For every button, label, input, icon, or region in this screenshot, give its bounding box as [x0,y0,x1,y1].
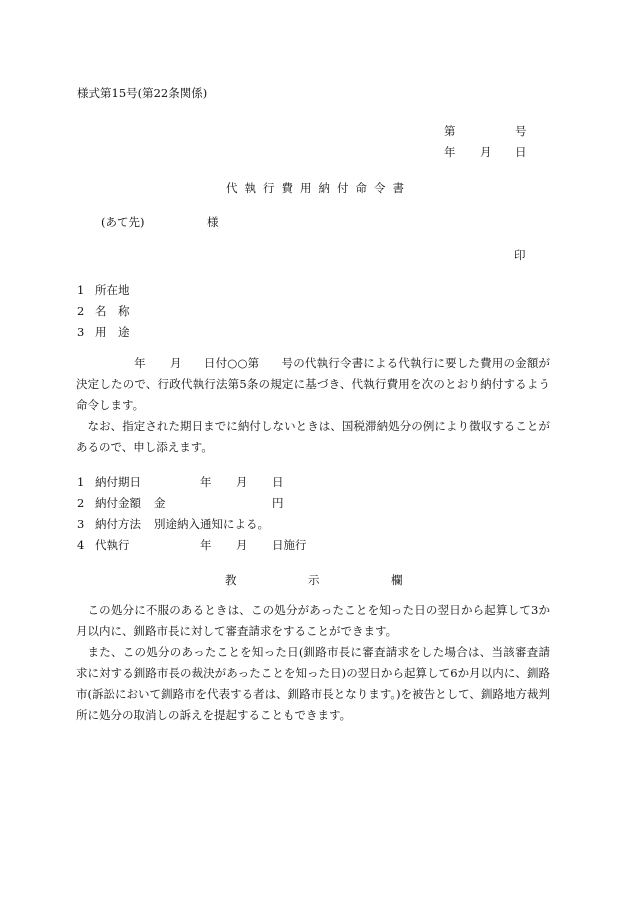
payment-month: 月 [236,475,248,489]
payment-number: 1 [77,475,85,489]
notice-body [76,600,550,726]
field-label: 名 称 [95,304,130,318]
date-year: 年 [444,145,456,159]
payment-label: 代執行 [95,538,130,552]
payment-month: 月 [236,538,248,552]
notice-heading-char: 欄 [391,573,403,587]
order-date: 日付○○第 [203,356,260,370]
notice-heading-char: 教 [225,573,237,587]
payment-number: 4 [77,538,85,552]
date-day: 日 [515,145,527,159]
order-body [76,353,550,458]
payment-label: 納付方法 [95,517,141,531]
number-prefix: 第 [444,124,456,138]
date-month: 月 [480,145,492,159]
payment-amount-unit: 円 [272,496,284,510]
document-title: 代執行費用納付命令書 [226,181,411,195]
order-month: 月 [169,356,182,370]
field-number: 1 [77,283,85,297]
notice-heading-char: 示 [308,573,320,587]
field-number: 2 [77,304,85,318]
payment-day: 日施行 [272,538,307,552]
seal-mark: 印 [514,248,526,262]
field-label: 用 途 [95,325,130,339]
order-year: 年 [134,356,146,370]
recipient-field [77,304,130,319]
order-paragraph [76,353,550,416]
payment-day: 日 [272,475,284,489]
field-number: 3 [77,325,85,339]
appeal-notice: この処分に不服のあるときは、この処分があったことを知った日の翌日から起算して3か月以内に、釧路市長に対して審査請求をすることができます。 [76,603,550,638]
addressee-label: (あて先) [101,215,145,229]
number-suffix: 号 [515,124,527,138]
lawsuit-notice: また、この処分のあったことを知った日(釧路市長に審査請求をした場合は、当該審査請求に対する釧路市長の裁決があったことを知った日)の翌日から起算して6か月以内に、釧路市(訴訟において釧路市を代表する者は、釧路市長となります。)を被告として、釧路地方裁判所に処分の取消しの訴えを提起することもできます。 [76,645,550,722]
collection-notice: なお、指定された期日までに納付しないときは、国税滞納処分の例により徴収することがあるので、申し添えます。 [76,419,550,454]
payment-year: 年 [200,538,212,552]
payment-label: 納付期日 [95,475,141,489]
payment-number: 2 [77,496,85,510]
recipient-field [77,325,130,340]
form-label: 様式第15号(第22条関係) [77,86,208,100]
order-text: 号の代執行令書による代執行に要した費用の金額が決定したので、行政代執行法第5条の規定に基づき、代執行費用を次のとおり納付するよう命令します。 [76,356,550,412]
payment-number: 3 [77,517,85,531]
addressee-honorific: 様 [207,215,219,229]
payment-amount-prefix: 金 [154,496,166,510]
payment-label: 納付金額 [95,496,141,510]
payment-method: 別途納入通知による。 [154,517,269,531]
recipient-field [77,283,130,298]
payment-year: 年 [200,475,212,489]
field-label: 所在地 [95,283,130,297]
